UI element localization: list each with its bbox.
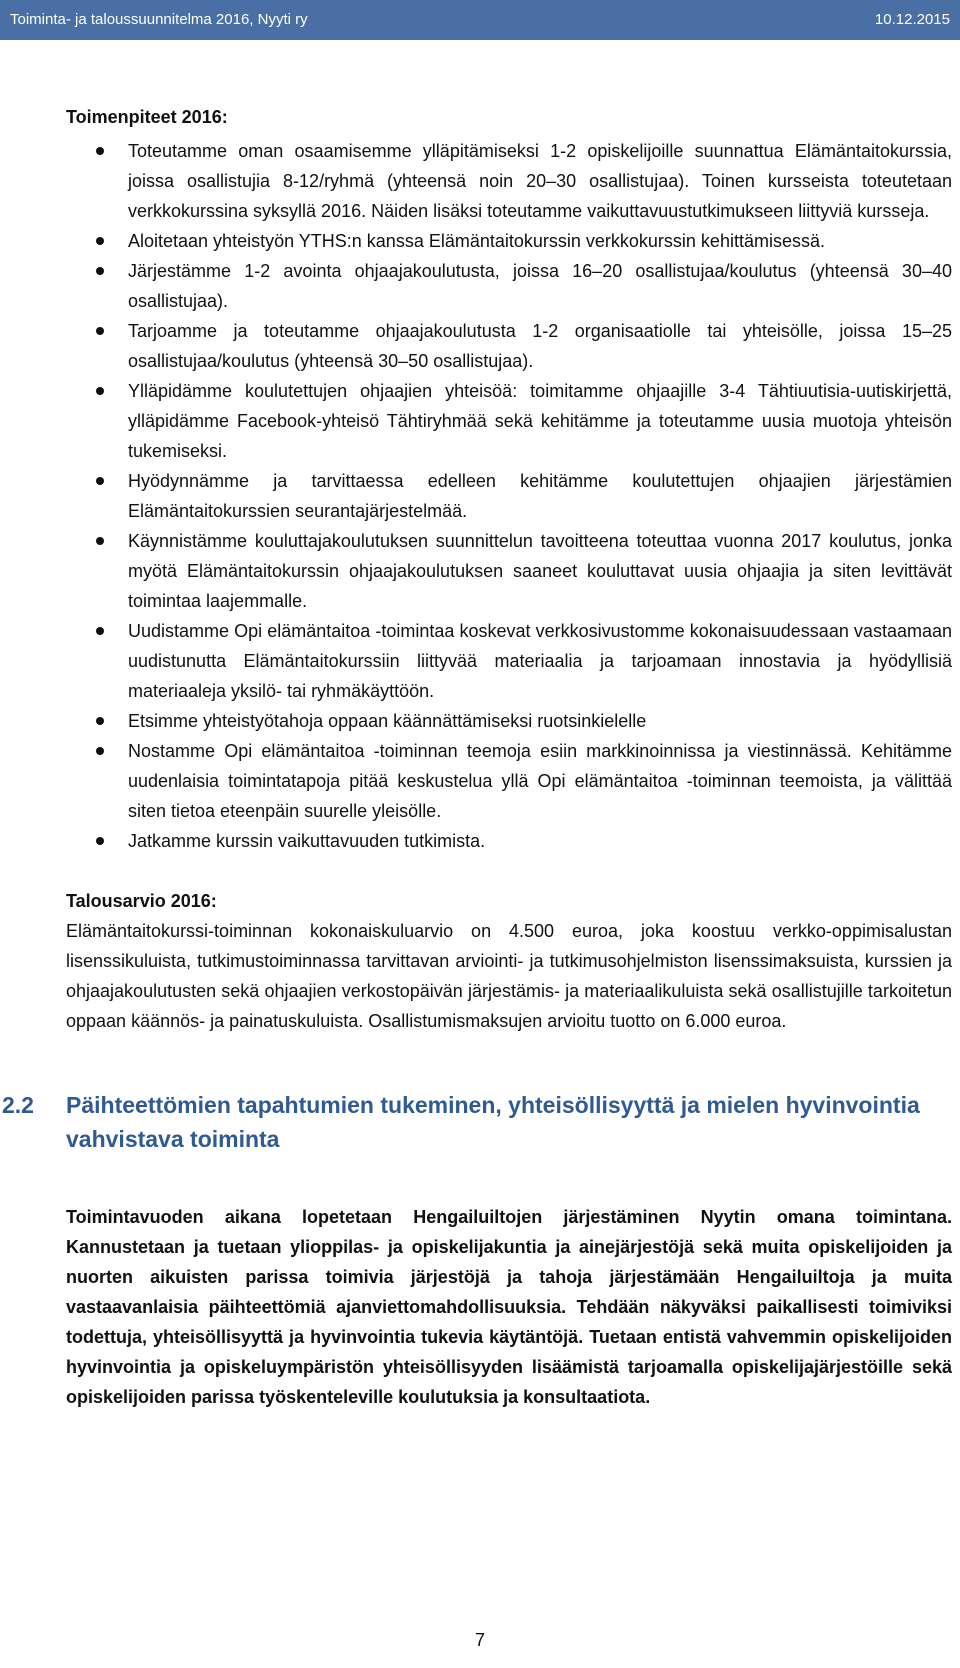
bullet-icon	[96, 717, 104, 725]
list-item-text: Ylläpidämme koulutettujen ohjaajien yhteisöä: toimitamme ohjaajille 3-4 Tähtiuutisia-uutiskirjettä, ylläpidämme Facebook-yhteisö Tähtiryhmää sekä kehitämme ja toteutamme uusia muotoja yhteisön tukemiseksi.	[128, 381, 952, 461]
bullet-icon	[96, 267, 104, 275]
list-item	[66, 526, 952, 616]
bullet-icon	[96, 477, 104, 485]
list-item	[66, 316, 952, 376]
list-item	[66, 256, 952, 316]
measures-heading: Toimenpiteet 2016:	[66, 107, 228, 127]
budget-paragraph: Elämäntaitokurssi-toiminnan kokonaiskuluarvio on 4.500 euroa, joka koostuu verkko-oppimisalustan lisenssikuluista, tutkimustoiminnassa tarvittavan arviointi- ja tutkimusohjelmiston lisenssimaksuista, kurssien ja ohjaajakoulutusten sekä ohjaajien verkostopäivän järjestämis- ja materiaalikuluista sekä osallistujille tarkoitetun oppaan käännös- ja painatuskuluista. Osallistumismaksujen arvioitu tuotto on 6.000 euroa.	[66, 921, 952, 1031]
list-item-text: Tarjoamme ja toteutamme ohjaajakoulutusta 1-2 organisaatiolle tai yhteisölle, joissa 15–25 osallistujaa/koulutus (yhteensä 30–50 osallistujaa).	[128, 321, 952, 371]
bullet-icon	[96, 327, 104, 335]
list-item	[66, 736, 952, 826]
header-title: Toiminta- ja taloussuunnitelma 2016, Nyyti ry	[10, 11, 308, 28]
list-item	[66, 466, 952, 526]
list-item-text: Nostamme Opi elämäntaitoa -toiminnan teemoja esiin markkinoinnissa ja viestinnässä. Kehitämme uudenlaisia toimintatapoja pitää keskustelua yllä Opi elämäntaitoa -toiminnan teemoista, ja välittää siten tietoa eteenpäin suurelle yleisölle.	[128, 741, 952, 821]
section-title: Päihteettömien tapahtumien tukeminen, yhteisöllisyyttä ja mielen hyvinvointia vahvistava toiminta	[66, 1092, 920, 1152]
list-item-text: Toteutamme oman osaamisemme ylläpitämiseksi 1-2 opiskelijoille suunnattua Elämäntaitokurssia, joissa osallistujia 8-12/ryhmä (yhteensä noin 20–30 osallistujaa). Toinen kursseista toteutetaan verkkokurssina syksyllä 2016. Näiden lisäksi toteutamme vaikuttavuustutkimukseen liittyviä kursseja.	[128, 141, 952, 221]
budget-heading: Talousarvio 2016:	[66, 891, 217, 911]
bullet-icon	[96, 537, 104, 545]
bullet-icon	[96, 747, 104, 755]
bullet-icon	[96, 627, 104, 635]
list-item-text: Järjestämme 1-2 avointa ohjaajakoulutusta, joissa 16–20 osallistujaa/koulutus (yhteensä 30–40 osallistujaa).	[128, 261, 952, 311]
list-item	[66, 136, 952, 226]
bullet-icon	[96, 147, 104, 155]
document-body	[2, 102, 952, 1412]
header-date: 10.12.2015	[874, 11, 950, 28]
list-item	[66, 616, 952, 706]
page-header	[0, 0, 960, 40]
measures-list	[66, 136, 952, 856]
section-number: 2.2	[2, 1092, 34, 1118]
list-item	[66, 826, 952, 856]
list-item-text: Jatkamme kurssin vaikuttavuuden tutkimista.	[128, 831, 486, 851]
list-item-text: Uudistamme Opi elämäntaitoa -toimintaa koskevat verkkosivustomme kokonaisuudessaan vastaamaan uudistunutta Elämäntaitokurssiin liittyvää materiaalia ja tarjoamaan innostavia ja hyödyllisiä materiaaleja yksilö- tai ryhmäkäyttöön.	[128, 621, 952, 701]
section-paragraph: Toimintavuoden aikana lopetetaan Hengailuiltojen järjestäminen Nyytin omana toimintana. Kannustetaan ja tuetaan ylioppilas- ja opiskelijakuntia ja ainejärjestöjä sekä muita opiskelijoiden ja nuorten aikuisten parissa toimivia järjestöjä ja tahoja järjestämään Hengailuiltoja ja muita vastaavanlaisia päihteettömiä ajanviettomahdollisuuksia. Tehdään näkyväksi paikallisesti toimiviksi todettuja, yhteisöllisyyttä ja hyvinvointia tukevia käytäntöjä. Tuetaan entistä vahvemmin opiskelijoiden hyvinvointia ja opiskeluympäristön yhteisöllisyyden lisäämistä tarjoamalla opiskelijajärjestöille sekä opiskelijoiden parissa työskenteleville koulutuksia ja konsultaatiota.	[66, 1207, 952, 1407]
bullet-icon	[96, 237, 104, 245]
page-number: 7	[474, 1630, 485, 1650]
bullet-icon	[96, 387, 104, 395]
list-item	[66, 376, 952, 466]
list-item	[66, 226, 952, 256]
section-heading	[0, 1088, 952, 1156]
list-item-text: Aloitetaan yhteistyön YTHS:n kanssa Elämäntaitokurssin verkkokurssin kehittämisessä.	[128, 231, 825, 251]
list-item-text: Etsimme yhteistyötahoja oppaan käännättämiseksi ruotsinkielelle	[128, 711, 647, 731]
list-item	[66, 706, 952, 736]
list-item-text: Käynnistämme kouluttajakoulutuksen suunnittelun tavoitteena toteuttaa vuonna 2017 koulutus, jonka myötä Elämäntaitokurssin ohjaajakoulutuksen saaneet kouluttavat uusia ohjaajia ja siten levittävät toimintaa laajemmalle.	[128, 531, 952, 611]
bullet-icon	[96, 837, 104, 845]
list-item-text: Hyödynnämme ja tarvittaessa edelleen kehitämme koulutettujen ohjaajien järjestämien Elämäntaitokurssien seurantajärjestelmää.	[128, 471, 952, 521]
